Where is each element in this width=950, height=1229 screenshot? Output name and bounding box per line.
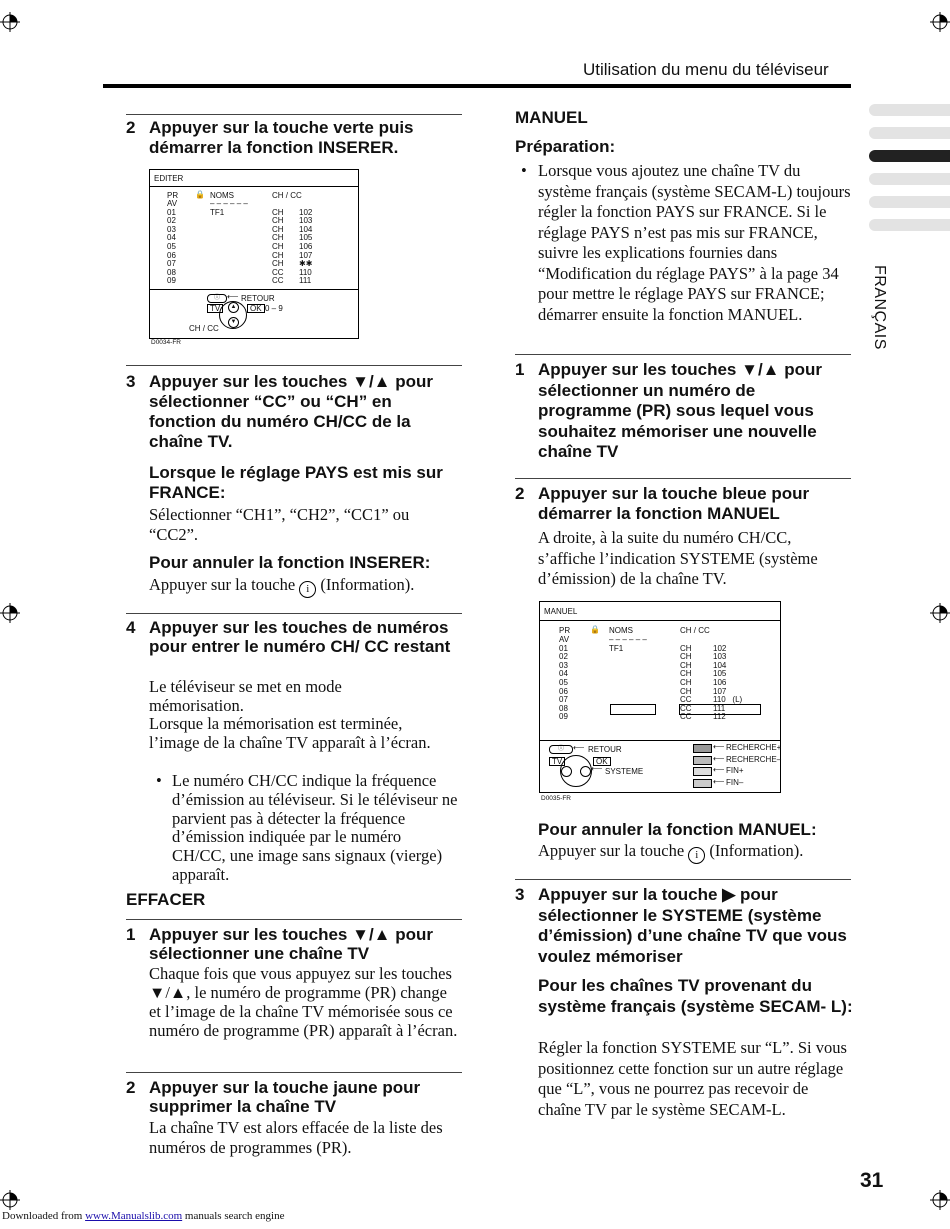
registration-mark-icon [0, 12, 20, 32]
cell-pr: 04 [559, 669, 568, 679]
info-button-icon: ⓘ [207, 294, 227, 303]
editer-screen [149, 169, 359, 339]
step-number: 4 [126, 618, 136, 637]
ok-button-icon: OK [247, 304, 265, 313]
remote-controls [189, 292, 325, 335]
legend-item [693, 766, 779, 778]
channel-row [559, 653, 774, 662]
bullet-text: Lorsque vous ajoutez une chaîne TV du système français (système SECAM-L) toujours régler la fonction PAYS sur FRANCE. Si le réglage PAYS n’est pas mis sur FRANCE, suivre les explications fournies dans “Modification du réglage PAYS” à la page 34 pour mettre le réglage PAYS sur FRANCE; démarrer ensuite la fonction MANUEL. [538, 161, 851, 324]
cell-pr: 03 [559, 660, 568, 670]
cell-pr: 01 [167, 207, 176, 217]
divider [515, 354, 851, 355]
body-text: A droite, à la suite du numéro CH/CC, s’affiche l’indication SYSTEME (système d’émission) de la chaîne TV. [538, 528, 818, 588]
dpad-icon [560, 755, 592, 787]
arrow-icon: ⟵ [713, 742, 725, 751]
cell-num: 111 [713, 703, 726, 713]
channel-row [559, 670, 774, 679]
step-number: 2 [515, 484, 525, 503]
body-text: Lorsque la mémorisation est terminée, l’image de la chaîne TV apparaît à l’écran. [149, 714, 431, 752]
cell-num: 107 [713, 686, 727, 696]
cell-num: 111 [299, 276, 312, 286]
channel-list [167, 200, 347, 286]
color-key-swatch [693, 779, 712, 788]
body-text [149, 575, 469, 598]
divider [515, 478, 851, 479]
name-input-box [610, 704, 656, 715]
retour-label: RETOUR [588, 745, 622, 754]
cell-num: ✱✱ [299, 259, 313, 269]
step-number: 1 [126, 925, 136, 944]
cell-ch: CH [272, 224, 284, 234]
section-tab [869, 127, 950, 139]
cell-ch: CH [680, 643, 692, 653]
arrow-icon: ⟵ [713, 776, 725, 786]
channel-row [559, 679, 774, 688]
figure-code: D0035-FR [541, 795, 571, 802]
cell-ch: CH [272, 216, 284, 226]
section-tab-active [869, 150, 950, 162]
manuel-step-3 [515, 885, 851, 967]
footer-suffix: manuals search engine [184, 1210, 285, 1222]
cell-ch: CH [272, 250, 284, 260]
arrow-icon: ⟵ [713, 765, 725, 774]
legend-label: FIN+ [726, 766, 744, 775]
color-key-legend [693, 742, 782, 789]
cell-noms: TF1 [210, 207, 225, 217]
cell-num: 103 [299, 216, 313, 226]
cell-pr: 09 [559, 712, 568, 722]
digits-label: 0 – 9 [265, 304, 283, 313]
body-text-part: Appuyer sur la touche [149, 575, 296, 594]
step-title: Appuyer sur les touches ▼/▲ pour sélectionner une chaîne TV [149, 925, 433, 963]
divider [515, 879, 851, 880]
divider [126, 919, 462, 920]
step-number: 1 [515, 360, 525, 379]
cell-noms: – – – – – – [210, 199, 248, 208]
registration-mark-icon [930, 1190, 950, 1210]
body-text-part: Appuyer sur la touche [538, 841, 685, 860]
bullet-item: • Le numéro CH/CC indique la fréquence d’émission au téléviseur. Si le téléviseur ne parvient pas à détecter la fréquence d’émission indiquée par le numéro CH/CC, une image sans signaux (vierge) apparaît. [156, 771, 458, 884]
subheading: Pour annuler la fonction MANUEL: [538, 820, 817, 839]
divider [126, 365, 462, 366]
cell-num: 110 (L) [713, 695, 743, 705]
screen-title: MANUEL [544, 607, 578, 616]
arrow-icon: ⟵ [227, 292, 239, 301]
cell-ch: CC [680, 712, 692, 722]
cell-pr: 06 [559, 686, 568, 696]
section-tab [869, 104, 950, 116]
cell-ch: CH [680, 669, 692, 679]
section-tab [869, 196, 950, 208]
cell-num: 112 [713, 712, 726, 722]
cell-num: 104 [299, 224, 313, 234]
step-number: 3 [126, 372, 136, 391]
bullet-item: • Lorsque vous ajoutez une chaîne TV du système français (système SECAM-L) toujours régler la fonction PAYS sur FRANCE. Si le réglage PAYS n’est pas mis sur FRANCE, suivre les explications fournies dans “Modification du réglage PAYS” à la page 34 pour mettre le réglage PAYS sur FRANCE; démarrer ensuite la fonction MANUEL. [521, 161, 851, 324]
language-label: FRANÇAIS [871, 265, 888, 350]
legend-label: RECHERCHE+ [726, 743, 782, 752]
registration-mark-icon [930, 12, 950, 32]
cell-num: 103 [713, 652, 727, 662]
cell-ch: CH [272, 241, 284, 251]
legend-label: RECHERCHE– [726, 754, 782, 764]
color-key-swatch [693, 744, 712, 753]
cell-pr: AV [167, 199, 178, 208]
cell-num: 105 [299, 233, 313, 243]
cell-ch: CH [680, 686, 692, 696]
arrow-icon: ⟵ [591, 764, 603, 773]
step-title: Appuyer sur les touches ▼/▲ pour sélectionner un numéro de programme (PR) sous lequel vous souhaitez mémoriser une nouvelle chaîne TV [538, 360, 822, 461]
cell-pr: 05 [167, 241, 176, 251]
cell-num: 105 [713, 669, 727, 679]
cell-ch: CH [680, 652, 692, 662]
cell-num: 107 [299, 250, 313, 260]
cell-ch: CC [680, 695, 692, 705]
cell-pr: 04 [167, 233, 176, 243]
page-header-title: Utilisation du menu du téléviseur [583, 60, 829, 79]
step-title: Appuyer sur les touches ▼/▲ pour sélectionner “CC” ou “CH” en fonction du numéro CH/CC de la chaîne TV. [149, 372, 433, 451]
channel-row [167, 209, 347, 218]
col-noms: NOMS [210, 191, 234, 200]
divider [126, 613, 462, 614]
body-text: La chaîne TV est alors effacée de la liste des numéros de programmes (PR). [149, 1118, 443, 1157]
cell-num: 102 [713, 643, 727, 653]
retour-label: RETOUR [241, 294, 275, 303]
cell-pr: 03 [167, 224, 176, 234]
section-heading: MANUEL [515, 108, 588, 127]
registration-mark-icon [0, 603, 20, 623]
section-tab [869, 219, 950, 231]
subheading: Préparation: [515, 137, 616, 156]
ok-button-icon: OK [593, 757, 611, 766]
tv-button-icon: TV [207, 304, 223, 313]
legend-item [693, 742, 782, 755]
channel-row [167, 226, 347, 235]
step-title: Appuyer sur la touche jaune pour supprimer la chaîne TV [149, 1078, 421, 1116]
legend-item [693, 753, 782, 767]
page-number: 31 [860, 1169, 884, 1192]
effacer-step-2 [126, 1078, 458, 1116]
step-title: Appuyer sur la touche bleue pour démarrer la fonction MANUEL [538, 484, 810, 523]
body-text-part: (Information). [709, 841, 804, 860]
body-text: Régler la fonction SYSTEME sur “L”. Si vous positionnez cette fonction sur un autre réglage que “L”, vous ne pourrez pas recevoir de chaîne TV par le système SECAM-L. [538, 1038, 847, 1120]
lock-icon: 🔒 [195, 190, 205, 199]
step-4-numbers [126, 619, 464, 656]
cell-num: 106 [713, 677, 727, 687]
divider [126, 114, 462, 115]
cell-num: 102 [299, 207, 313, 217]
step-2-insert [126, 118, 446, 158]
body-text: Le téléviseur se met en mode mémorisation. [149, 677, 342, 715]
cell-pr: 08 [167, 267, 176, 277]
arrow-icon: ⟵ [573, 743, 585, 752]
color-key-swatch [693, 756, 712, 765]
dpad-icon: ▲ ▼ [219, 301, 247, 329]
bullet-text: Le numéro CH/CC indique la fréquence d’émission au téléviseur. Si le téléviseur ne parvient pas à détecter la fréquence d’émission indiquée par le numéro CH/CC, une image sans signaux (vierge) apparaît. [172, 771, 458, 884]
step-title: Appuyer sur les touches de numéros pour entrer le numéro CH/ CC restant [149, 618, 451, 656]
step-3-select [126, 372, 456, 452]
channel-row [167, 243, 347, 252]
section-tabs [869, 104, 950, 242]
footer-link[interactable]: www.Manualslib.com [85, 1210, 183, 1222]
cell-ch: CC [272, 276, 284, 286]
remote-controls [547, 744, 667, 788]
cell-pr: 02 [167, 216, 176, 226]
legend-item [693, 778, 779, 790]
info-icon: i [688, 847, 705, 864]
cell-ch: CC [680, 703, 692, 713]
step-number: 3 [515, 885, 525, 904]
channel-row [167, 260, 347, 269]
cell-noms: – – – – – – [609, 635, 647, 644]
channel-row [167, 269, 347, 278]
cell-pr: 08 [559, 703, 568, 713]
section-tab [869, 173, 950, 185]
cell-pr: 02 [559, 652, 568, 662]
subheading: Pour les chaînes TV provenant du système français (système SECAM- L): [538, 976, 853, 1016]
manuel-step-2 [515, 484, 845, 524]
tv-button-icon: TV [549, 757, 565, 766]
channel-row [167, 252, 347, 261]
channel-row [167, 200, 347, 209]
cell-pr: 06 [167, 250, 176, 260]
body-text-part: (Information). [320, 575, 415, 594]
channel-row [559, 636, 774, 645]
manuel-screen [539, 601, 781, 793]
channel-row [167, 217, 347, 226]
cell-ch: CH [680, 677, 692, 687]
lock-icon: 🔒 [590, 625, 600, 634]
channel-highlight-box [679, 704, 761, 715]
effacer-step-1 [126, 925, 462, 963]
arrow-icon: ⟵ [713, 753, 725, 763]
cell-ch: CH [272, 259, 284, 269]
cell-ch: CH [272, 233, 284, 243]
cell-noms: TF1 [609, 643, 624, 653]
info-button-icon: ⓘ [549, 745, 573, 754]
cell-num: 106 [299, 241, 313, 251]
legend-label: FIN– [726, 777, 744, 787]
step-number: 2 [126, 1078, 136, 1097]
cell-pr: 05 [559, 677, 568, 687]
cell-ch: CC [272, 267, 284, 277]
cell-num: 110 [299, 267, 312, 277]
step-number: 2 [126, 118, 136, 137]
step-title: Appuyer sur la touche ▶ pour sélectionner le SYSTEME (système d’émission) d’une chaîne TV que vous voulez mémoriser [538, 885, 847, 966]
color-key-swatch [693, 767, 712, 776]
channel-row [167, 277, 347, 286]
cell-num: 104 [713, 660, 727, 670]
info-icon: i [299, 581, 316, 598]
col-chcc: CH / CC [680, 626, 710, 635]
header-rule [103, 84, 851, 88]
col-chcc: CH / CC [272, 191, 302, 200]
col-pr: PR [167, 191, 179, 200]
channel-row [167, 234, 347, 243]
cell-ch: CH [680, 660, 692, 670]
subheading: Lorsque le réglage PAYS est mis sur FRANCE: [149, 463, 443, 502]
cell-pr: 09 [167, 276, 176, 286]
channel-row [559, 645, 774, 654]
cell-pr: AV [559, 635, 570, 644]
chcc-label: CH / CC [189, 324, 219, 333]
cell-pr: 07 [559, 695, 568, 705]
cell-ch: CH [272, 207, 284, 217]
download-footer [2, 1210, 284, 1222]
col-noms: NOMS [609, 626, 633, 635]
col-pr: PR [559, 626, 571, 635]
cell-pr: 01 [559, 643, 568, 653]
body-text: Sélectionner “CH1”, “CH2”, “CC1” ou “CC2”. [149, 505, 410, 544]
figure-code: D0034-FR [151, 339, 181, 346]
registration-mark-icon [930, 603, 950, 623]
step-title: Appuyer sur la touche verte puis démarrer la fonction INSERER. [149, 118, 414, 157]
manuel-step-1 [515, 360, 851, 463]
body-text: Chaque fois que vous appuyez sur les touches ▼/▲, le numéro de programme (PR) change et l’image de la chaîne TV mémorisée sous ce numéro de programme (PR) apparaît à l’écran. [149, 964, 458, 1040]
cell-pr: 07 [167, 259, 176, 269]
footer-prefix: Downloaded from [2, 1210, 83, 1222]
systeme-label: SYSTEME [605, 767, 644, 776]
subheading: Pour annuler la fonction INSERER: [149, 553, 431, 572]
registration-mark-icon [0, 1190, 20, 1210]
channel-row [559, 662, 774, 671]
section-heading: EFFACER [126, 890, 206, 909]
divider [126, 1072, 462, 1073]
body-text [538, 841, 858, 864]
screen-title: EDITER [154, 174, 184, 183]
